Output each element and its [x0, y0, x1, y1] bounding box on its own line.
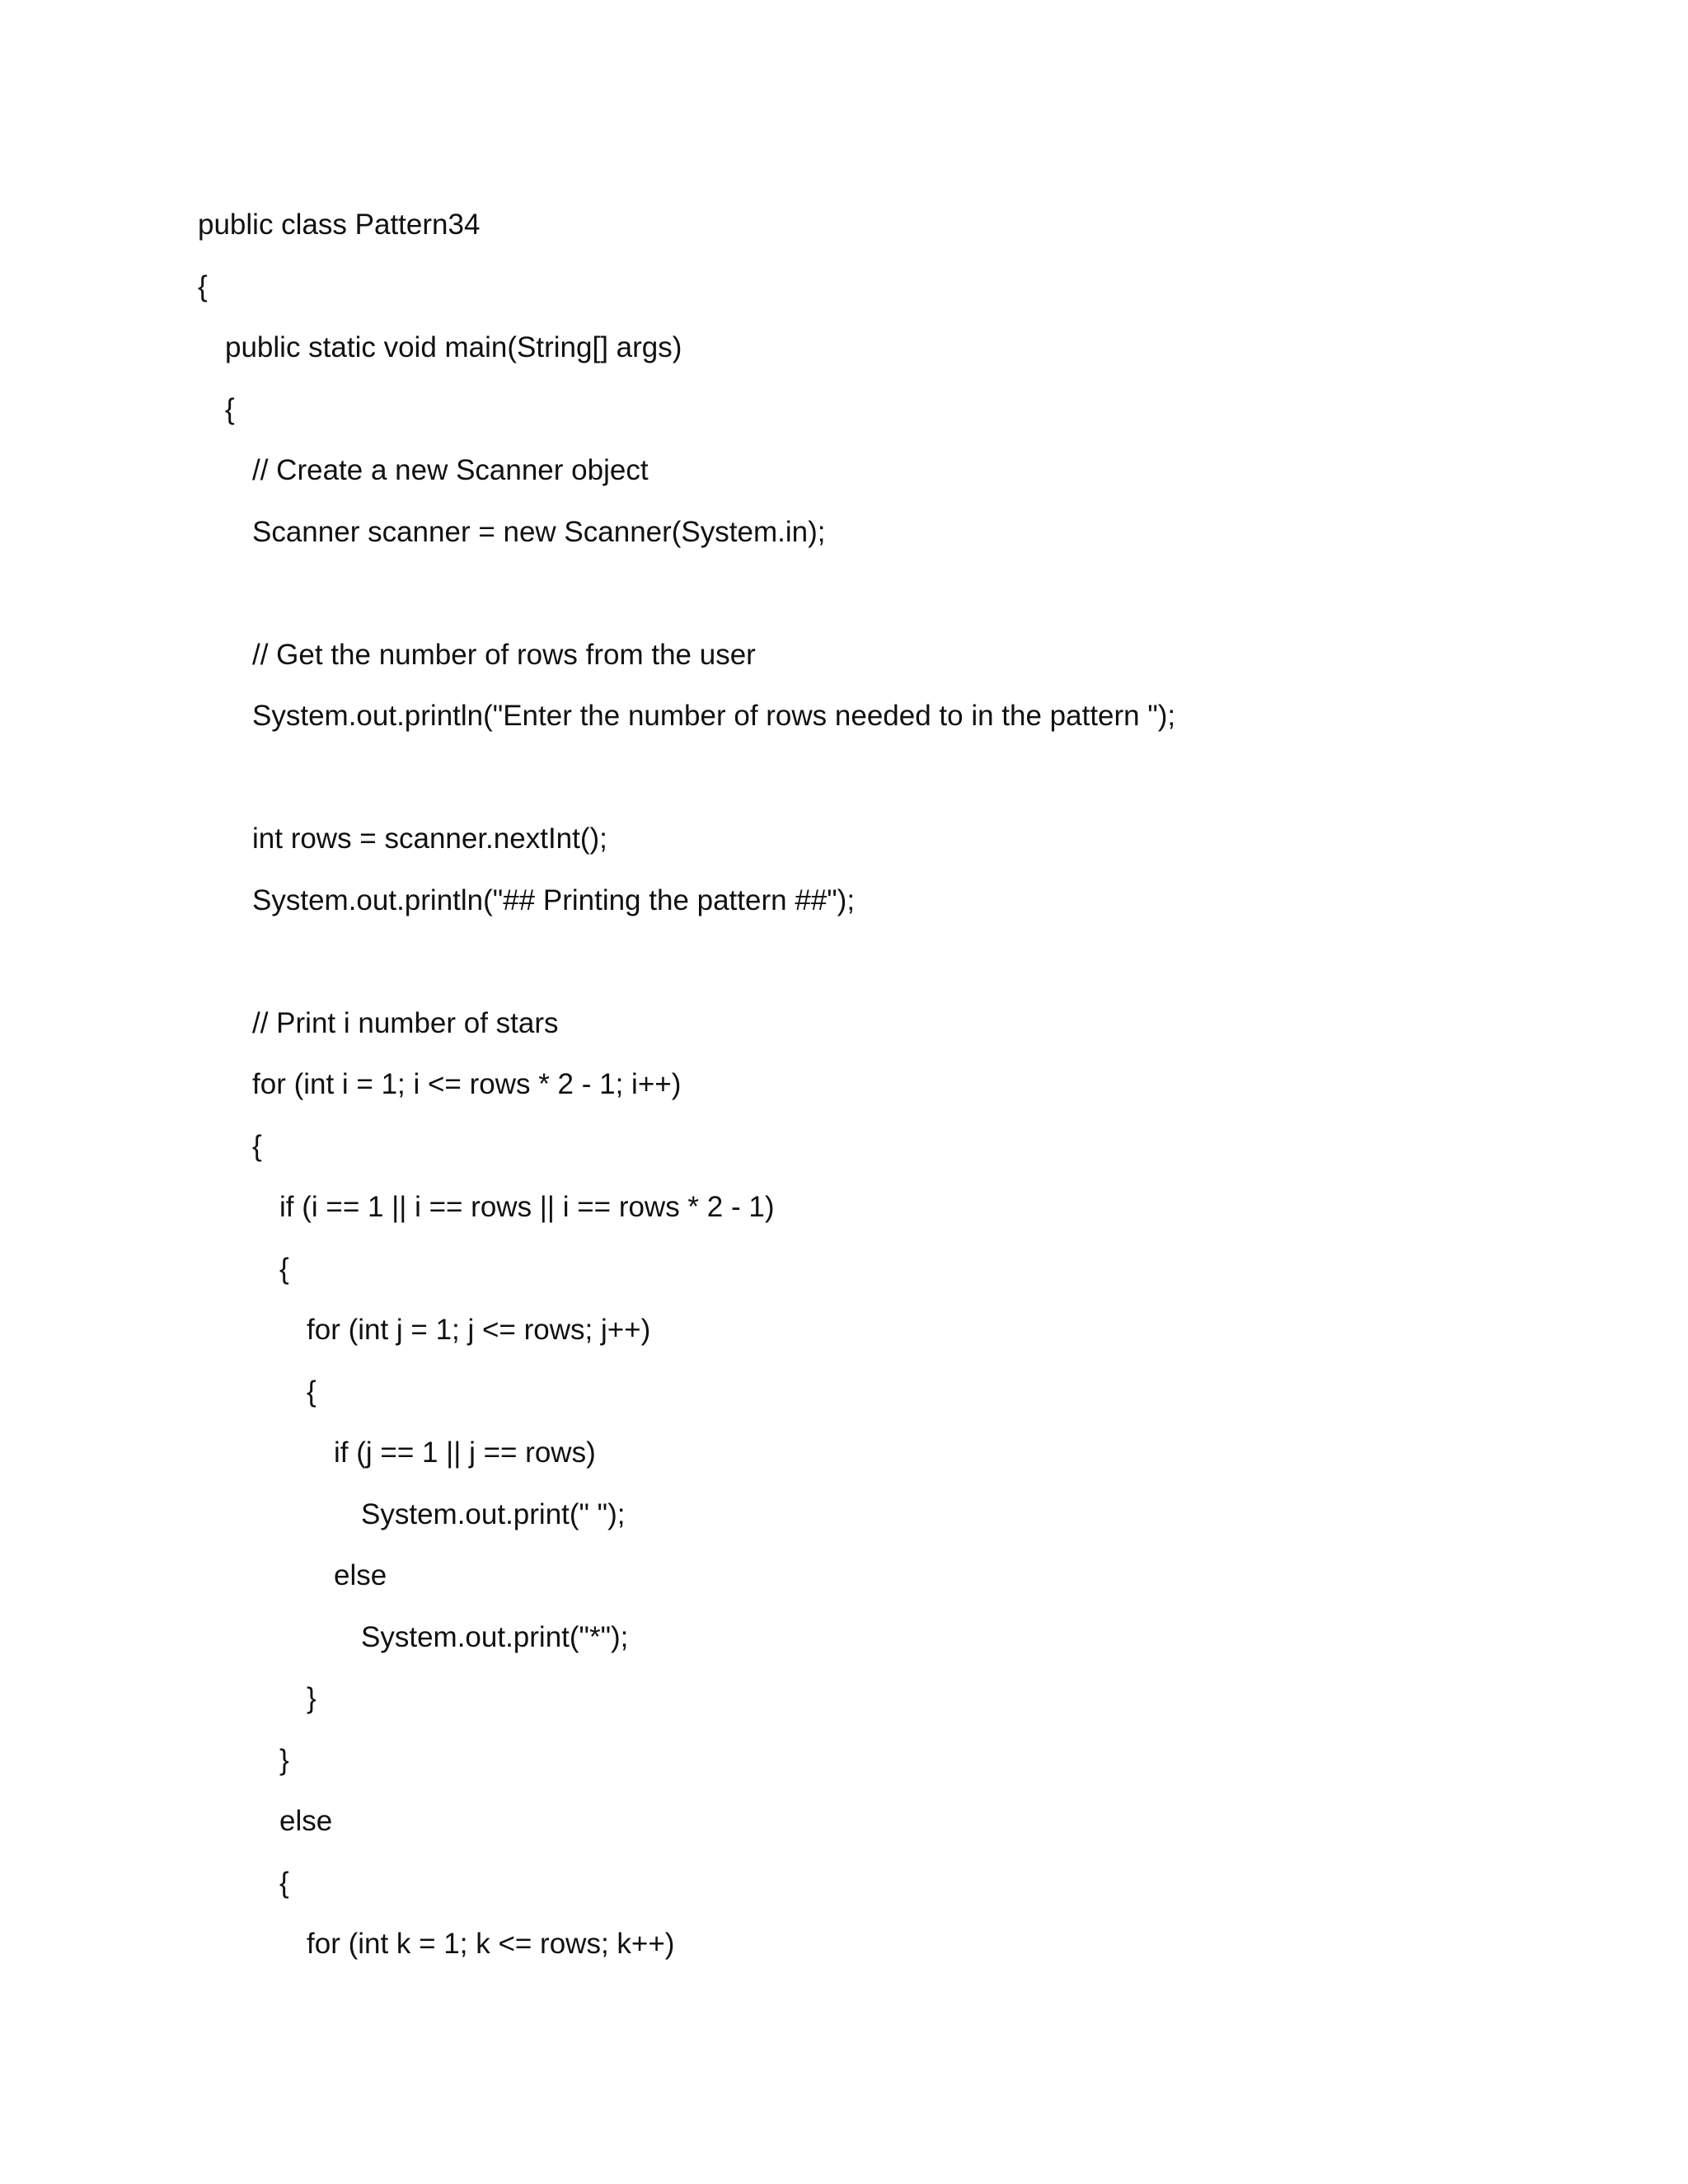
code-line: else [334, 1559, 387, 1591]
blank-line [198, 563, 1599, 625]
code-line: System.out.println("Enter the number of rows needed to in the pattern "); [252, 700, 1176, 732]
code-block [198, 194, 1599, 1975]
code-line: { [307, 1375, 316, 1408]
code-line: { [225, 392, 235, 425]
code-line: public class Pattern34 [198, 209, 481, 241]
code-comment: // Create a new Scanner object [252, 454, 649, 486]
blank-line [198, 931, 1599, 993]
code-line: else [279, 1805, 333, 1837]
code-line: for (int k = 1; k <= rows; k++) [307, 1928, 675, 1960]
code-line: for (int i = 1; i <= rows * 2 - 1; i++) [252, 1068, 682, 1100]
code-line: { [198, 269, 208, 302]
code-line: } [279, 1743, 289, 1776]
code-line: } [307, 1682, 316, 1714]
code-line: { [279, 1866, 289, 1899]
code-line: public static void main(String[] args) [225, 331, 682, 363]
code-line: System.out.print(" "); [361, 1497, 626, 1530]
code-line: { [279, 1252, 289, 1285]
code-line: System.out.println("## Printing the pattern ##"); [252, 883, 856, 916]
code-comment: // Print i number of stars [252, 1006, 559, 1039]
blank-line [198, 748, 1599, 809]
code-line: if (i == 1 || i == rows || i == rows * 2 - 1) [279, 1191, 775, 1223]
code-line: int rows = scanner.nextInt(); [252, 823, 607, 855]
code-comment: // Get the number of rows from the user [252, 638, 756, 671]
code-line: System.out.print("*"); [361, 1620, 629, 1653]
code-line: if (j == 1 || j == rows) [334, 1436, 596, 1469]
code-line: Scanner scanner = new Scanner(System.in); [252, 515, 826, 548]
code-line: for (int j = 1; j <= rows; j++) [307, 1314, 651, 1346]
code-line: { [252, 1129, 262, 1162]
